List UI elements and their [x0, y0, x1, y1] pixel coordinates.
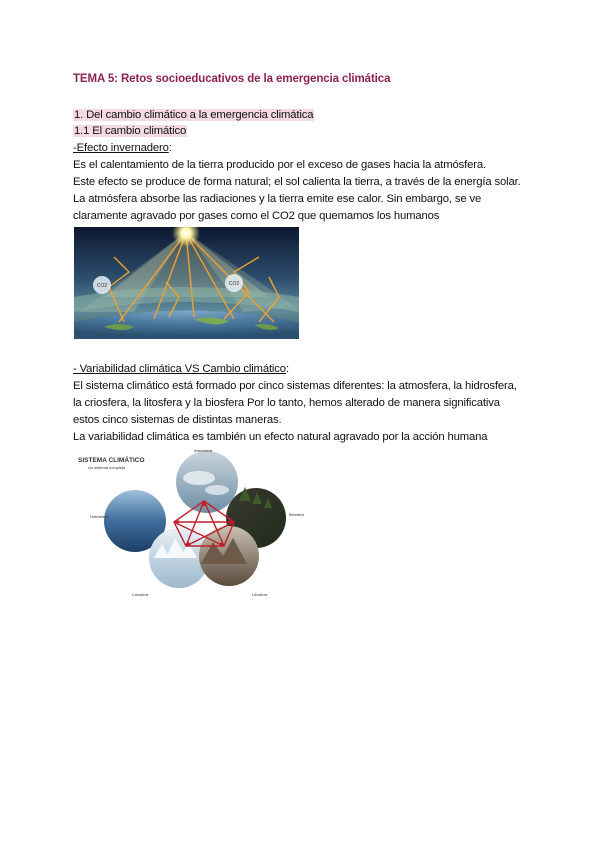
climate-system-diagram [74, 446, 314, 598]
section-heading-1 [73, 108, 314, 122]
paragraph-2-line-3: estos cinco sistemas de distintas maneras. [73, 414, 282, 426]
efecto-invernadero-heading-text: -Efecto invernadero [73, 142, 169, 154]
label-litosfera: Litosfera [252, 592, 268, 597]
variabilidad-colon: : [285, 363, 289, 375]
efecto-invernadero-colon: : [168, 142, 172, 154]
paragraph-1-line-4: claramente agravado por gases como el CO2 que quemamos los humanos [73, 210, 440, 222]
section-heading-1-1-text: 1.1 El cambio climático [74, 125, 187, 137]
paragraph-1-line-2: Este efecto se produce de forma natural; el sol calienta la tierra, a través de la energía solar. [73, 176, 521, 188]
greenhouse-effect-image [74, 227, 299, 339]
paragraph-1-line-3: La atmósfera absorbe las radiaciones y la tierra emite ese calor. Sin embargo, se ve [73, 193, 482, 205]
variabilidad-heading [73, 362, 289, 376]
diagram-subtitle: Un sistema complejo [88, 465, 126, 470]
paragraph-2-line-2: la criosfera, la litosfera y la biosfera Por lo tanto, hemos alterado de manera significativa [73, 397, 500, 409]
paragraph-2-line-4: La variabilidad climática es también un efecto natural agravado por la acción humana [73, 431, 488, 443]
section-heading-1-1 [73, 124, 187, 138]
co2-label-left: CO2 [96, 283, 108, 289]
diagram-title: SISTEMA CLIMÁTICO [78, 457, 145, 464]
paragraph-2-line-1: El sistema climático está formado por cinco sistemas diferentes: la atmosfera, la hidrosfera, [73, 380, 517, 392]
label-atmosfera: Atmósfera [194, 448, 213, 453]
paragraph-1-line-1: Es el calentamiento de la tierra producido por el exceso de gases hacia la atmósfera. [73, 159, 487, 171]
label-criosfera: Criosfera [132, 592, 149, 597]
efecto-invernadero-heading [73, 141, 172, 155]
variabilidad-heading-text: - Variabilidad climática VS Cambio climático [73, 363, 286, 375]
label-hidrosfera: Hidrósfera [90, 514, 109, 519]
co2-label-right: CO2 [228, 281, 240, 287]
label-biosfera: Biosfera [289, 512, 304, 517]
document-title: TEMA 5: Retos socioeducativos de la emergencia climática [73, 73, 391, 85]
section-heading-1-text: 1. Del cambio climático a la emergencia climática [74, 109, 314, 121]
